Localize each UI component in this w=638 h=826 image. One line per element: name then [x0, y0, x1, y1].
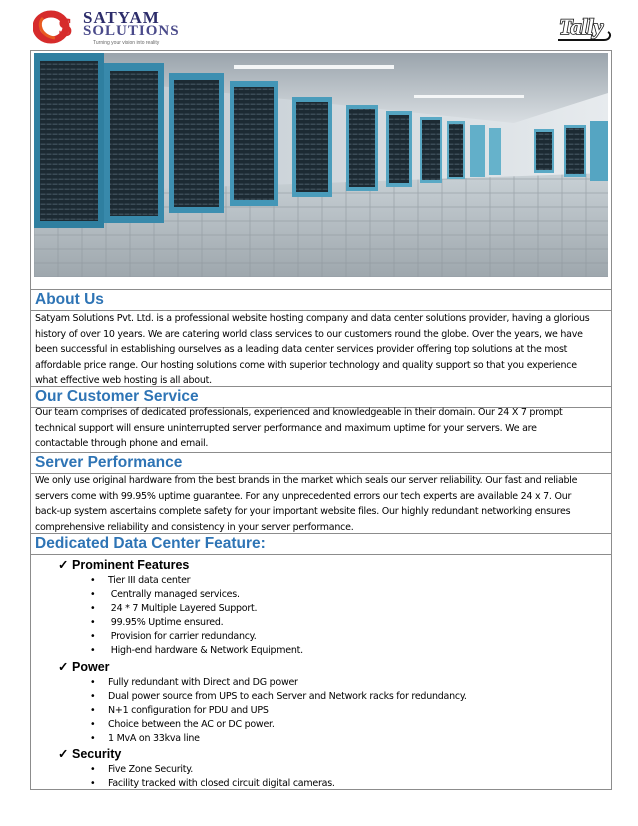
customer-service-line: Our team comprises of dedicated professionals, experienced and knowledgeable in their domain. Our 24 X 7 prompt — [35, 407, 563, 418]
list-item-text: Facility tracked with closed circuit digital cameras. — [108, 778, 335, 789]
prominent-features-title: Prominent Features — [72, 558, 190, 572]
list-item — [90, 631, 256, 642]
list-item — [90, 589, 240, 600]
server-performance-heading: Server Performance — [35, 454, 183, 471]
list-item-text: Fully redundant with Direct and DG power — [108, 677, 298, 688]
bullet-icon: • — [90, 677, 96, 688]
performance-line: servers come with 99.95% uptime guarantee. For any unprecedented errors our tech experts are available 24 x 7. Our — [35, 490, 572, 502]
security-heading — [58, 746, 121, 761]
satyam-logo — [33, 6, 180, 46]
about-line: history of over 10 years. We are catering world class services to our customers round the globe. Over the years, we have — [35, 328, 583, 340]
list-item — [90, 677, 298, 688]
datacenter-hero-image — [34, 53, 608, 277]
bullet-icon: • — [90, 575, 96, 586]
about-line: what effective web hosting is all about. — [35, 375, 212, 386]
list-item-text: 99.95% Uptime ensured. — [108, 617, 224, 628]
about-us-heading-bar — [31, 289, 611, 311]
list-item — [90, 764, 193, 775]
bullet-icon: • — [90, 617, 96, 628]
datacenter-heading: Dedicated Data Center Feature: — [35, 535, 266, 552]
list-item — [90, 645, 303, 656]
server-performance-heading-bar — [31, 452, 611, 474]
about-line: been successful in establishing ourselves as a leading data center services provider offering top solutions at the most — [35, 344, 568, 355]
bullet-icon: • — [90, 645, 96, 656]
list-item-text: 24 * 7 Multiple Layered Support. — [108, 603, 258, 614]
bullet-icon: • — [90, 733, 96, 744]
about-us-heading: About Us — [35, 291, 104, 308]
list-item-text: Five Zone Security. — [108, 764, 194, 775]
list-item — [90, 733, 200, 744]
server-performance-body — [35, 473, 607, 535]
bullet-icon: • — [90, 778, 96, 789]
about-us-body — [35, 311, 607, 389]
bullet-icon: • — [90, 764, 96, 775]
logo-sub: SOLUTIONS — [83, 23, 180, 39]
power-title: Power — [72, 660, 110, 674]
tally-logo — [556, 10, 614, 44]
list-item — [90, 575, 190, 586]
list-item-text: 1 MvA on 33kva line — [108, 733, 200, 744]
bullet-icon: • — [90, 589, 96, 600]
customer-service-heading: Our Customer Service — [35, 388, 199, 405]
satyam-logo-mark-icon — [33, 6, 83, 46]
server-room-illustration-icon — [34, 53, 608, 277]
list-item-text: Tier III data center — [108, 575, 191, 586]
about-line: Satyam Solutions Pvt. Ltd. is a professional website hosting company and data center solutions provider, having a glorious — [35, 313, 590, 324]
bullet-icon: • — [90, 691, 96, 702]
logo-name: SATYAM — [83, 8, 160, 27]
customer-service-line: technical support will ensure uninterrupted server performance and maximum uptime for your servers. We are — [35, 422, 537, 434]
bullet-icon: • — [90, 631, 96, 642]
datacenter-heading-bar — [31, 533, 611, 555]
logo-tagline: Turning your vision into reality — [93, 40, 160, 46]
svg-text:S: S — [58, 13, 73, 42]
list-item — [90, 778, 335, 789]
bullet-icon: • — [90, 719, 96, 730]
about-line: affordable price range. Our hosting solutions come with superior technology and quality support so that you experience — [35, 359, 577, 371]
customer-service-body — [35, 405, 607, 452]
bullet-icon: • — [90, 705, 96, 716]
prominent-features-heading — [58, 557, 189, 572]
security-title: Security — [72, 747, 122, 761]
checkmark-icon: ✓ — [58, 660, 69, 674]
performance-line: We only use original hardware from the best brands in the market which seals our server reliability. Our fast and reliable — [35, 475, 578, 486]
checkmark-icon: ✓ — [58, 747, 69, 761]
customer-service-line: contactable through phone and email. — [35, 438, 209, 449]
list-item-text: Dual power source from UPS to each Server and Network racks for redundancy. — [108, 691, 467, 702]
performance-line: comprehensive reliability and consistency in your server performance. — [35, 521, 354, 533]
list-item-text: N+1 configuration for PDU and UPS — [108, 705, 269, 716]
page-header — [0, 0, 638, 50]
bullet-icon: • — [90, 603, 96, 614]
tally-logo-text: Tally — [559, 14, 604, 39]
list-item — [90, 603, 257, 614]
list-item — [90, 719, 275, 730]
list-item-text: Provision for carrier redundancy. — [108, 631, 257, 642]
list-item — [90, 691, 467, 702]
list-item — [90, 617, 223, 628]
list-item-text: Centrally managed services. — [108, 589, 240, 600]
list-item-text: High-end hardware & Network Equipment. — [108, 645, 303, 656]
list-item — [90, 705, 269, 716]
list-item-text: Choice between the AC or DC power. — [108, 719, 275, 730]
checkmark-icon: ✓ — [58, 558, 69, 572]
power-heading — [58, 659, 110, 674]
performance-line: back-up system ascertains complete safety for your important website files. Our highly redundant networking ensures — [35, 506, 571, 517]
